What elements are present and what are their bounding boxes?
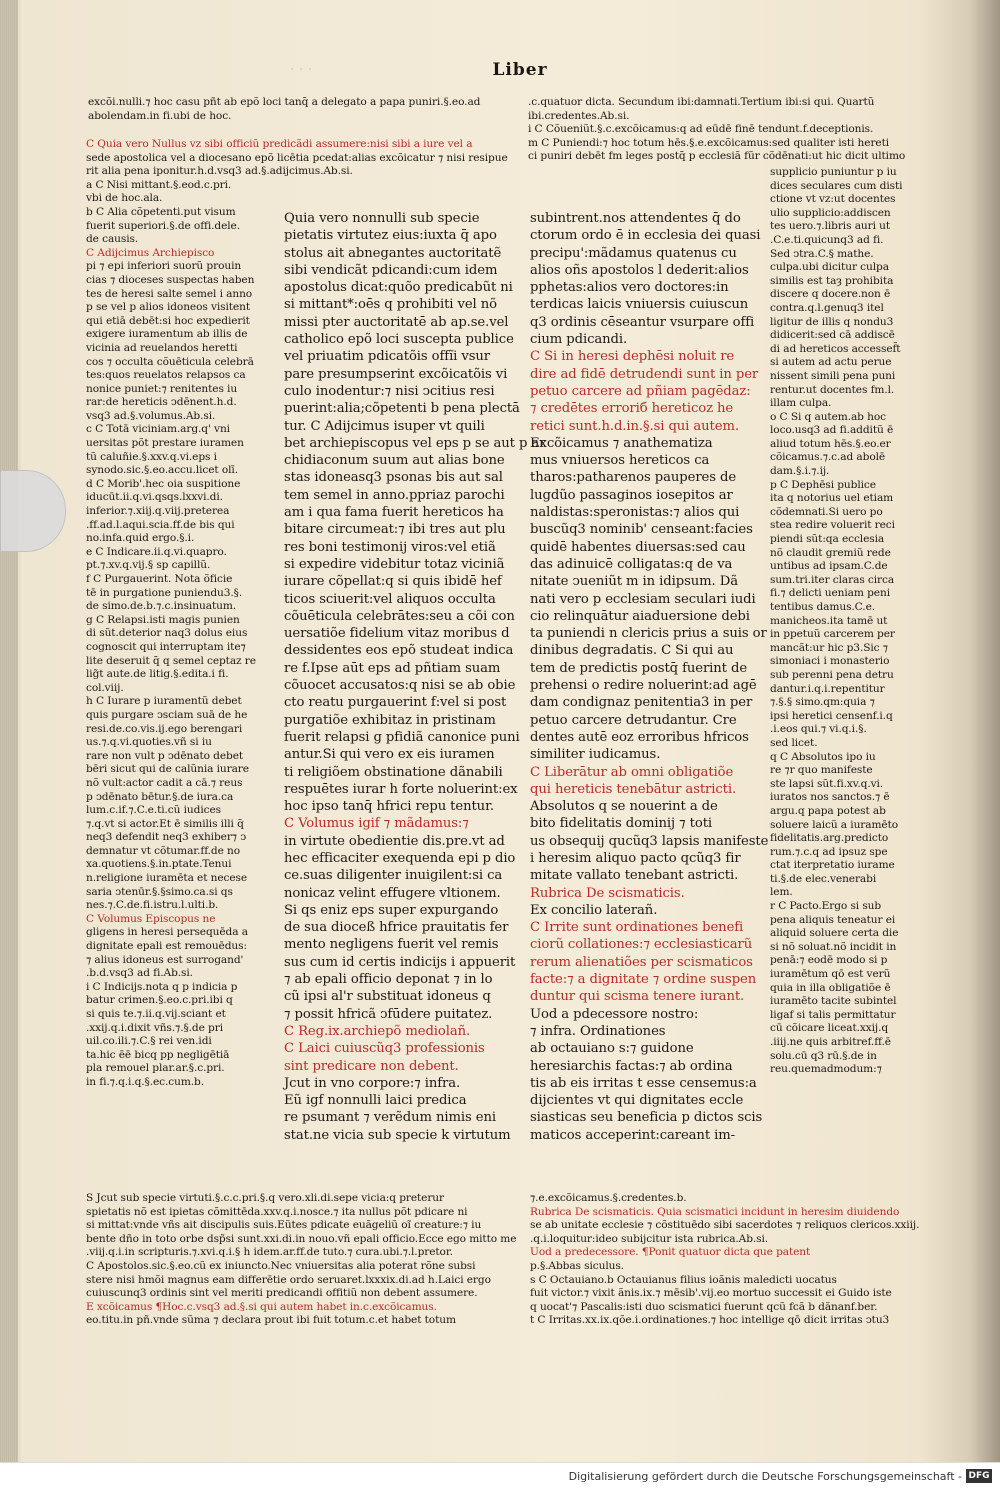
main-col2-line: nati vero p ecclesiam seculari iudi <box>530 591 756 607</box>
main-col1-line: bitare circumeat:⁊ ibi tres aut plu <box>284 522 506 538</box>
main-col1-line: tur. C Adijcimus isuper vt quili <box>284 418 485 434</box>
main-col1-line: sibi vendicãt pdicandi:cum idem <box>284 262 498 278</box>
gloss-left-top-line: excõi.nulli.⁊ hoc casu pñt ab epõ loci tanq̄ a delegato a papa puniri.§.eo.ad <box>88 96 481 108</box>
main-col2-line: heresiarchis factas:⁊ ab ordina <box>530 1058 733 1074</box>
gloss-left-line: a C Nisi mittant.§.eod.c.pri. <box>86 178 232 191</box>
main-col1-line: catholico epõ loci suscepta publice <box>284 332 514 348</box>
main-col2-line: tis ab eis irritas t esse censemus:a <box>530 1075 757 1091</box>
main-col1-line: ⁊ possit hfricã ↄfūdere puitatez. <box>284 1006 493 1022</box>
gloss-right-line: stea redire voluerit reci <box>770 519 895 532</box>
gloss-left-line: .b.d.vsq3 ad fi.Ab.si. <box>86 967 193 980</box>
gloss-right-line: didicerit:sed cā addiscē <box>770 329 895 342</box>
main-col2-line: bito fidelitatis dominij ⁊ toti <box>530 816 713 832</box>
gloss-left-line: C Adijcimus Archiepisco <box>86 246 215 259</box>
main-col2-line: buscũq3 nominib' censeant:facies <box>530 522 753 538</box>
main-col1-line: cõuocet accusatos:q nisi se ab obie <box>284 678 516 694</box>
gloss-right-top-line: ci puniri debēt fm leges postq̄ p ecclesiã fũr cõdēnati:ut hic dicit ultimo <box>528 150 906 163</box>
gloss-right-line: pena aliquis teneatur ei <box>770 913 896 926</box>
page-edge-stack <box>0 0 18 1462</box>
gloss-right-line: ti.§.de elec.venerabi <box>770 872 877 885</box>
main-col2-line: tem de predictis postq̄ fuerint de <box>530 660 748 676</box>
gloss-left-line: rar:de hereticis ↄdēnent.h.d. <box>86 396 237 409</box>
main-col2-line: petuo carcere detrudantur. Cre <box>530 712 737 728</box>
gloss-right-line: reu.quemadmodum:⁊ <box>770 1063 882 1076</box>
gloss-right-bottom-line: Uod a predecessore. ¶Ponit quatuor dicta que patent <box>530 1246 811 1259</box>
main-col2-line: dijcientes vt qui dignitates eccle <box>530 1093 744 1109</box>
gloss-left-line: C Volumus Episcopus ne <box>86 912 216 925</box>
main-col2-line: dinibus degradatis. C Si qui au <box>530 643 734 659</box>
gloss-right-top-line: ibi.credentes.Ab.si. <box>528 109 630 122</box>
gloss-right-line: similis est taȝ prohibita <box>770 274 894 287</box>
gloss-right-line: in ppetuũ carcerem per <box>770 628 895 641</box>
gloss-right-top-line: .c.quatuor dicta. Secundum ibi:damnati.Tertium ibi:si qui. Quartũ <box>528 96 875 108</box>
main-col1-line: in virtute obedientie dis.pre.vt ad <box>284 833 505 849</box>
main-col1-line: re f.Ipse aūt eps ad pñtiam suam <box>284 660 501 676</box>
main-col2-line: C Irrite sunt ordinationes benefi <box>530 920 744 936</box>
main-col2-line: duntur qui scisma tenere iurant. <box>530 989 745 1005</box>
main-col1-line: C Laici cuiuscũq3 professionis <box>284 1041 485 1057</box>
gloss-left-line: in fi.⁊.q.i.q.§.ec.cum.b. <box>86 1075 204 1088</box>
gloss-left-line: h C Iurare p iuramentũ debet <box>86 695 242 708</box>
gloss-right-bottom-line: .q.i.loquitur:ideo subijcitur ista rubrica.Ab.si. <box>530 1232 769 1245</box>
gloss-right-column <box>770 166 920 1186</box>
gloss-right-line: lem. <box>770 886 793 899</box>
main-col2-line: Excõicamus ⁊ anathematiza <box>530 435 713 451</box>
gloss-right-line: quia in illa obligatiõe ē <box>770 981 891 994</box>
main-col1-line: cõuēticula celebrātes:seu a cõi con <box>284 608 515 624</box>
main-col1-line: Si qs eniz eps super expurgando <box>284 902 499 918</box>
gloss-left-line: cognoscit qui interruptam ite⁊ <box>86 640 246 653</box>
main-col1-line: iurare cõpellat:q si quis ibidē hef <box>284 574 502 590</box>
main-col1-line: am i qua fama fuerit hereticos ha <box>284 505 504 521</box>
main-col1-line: culo inodentur:⁊ nisi ↄcitius resi <box>284 383 495 399</box>
gloss-right-line: sub perenni pena detru <box>770 668 894 681</box>
gloss-right-line: dam.§.i.⁊.ij. <box>770 465 830 478</box>
main-col1-line: respuētes iurar h forte noluerint:ex <box>284 781 518 797</box>
main-col1-line: stas idoneasq3 psonas bis aut sal <box>284 470 503 486</box>
gloss-left-line: vicinia ad reuelandos heretti <box>86 341 238 354</box>
main-col1-line: C Volumus igif ⁊ mãdamus:⁊ <box>284 816 469 832</box>
main-col1-line: de sua dioceß hfrice prauitatis fer <box>284 920 509 936</box>
gloss-right-line: tes uero.⁊.libris auri ut <box>770 220 891 233</box>
gloss-right-bottom-line: p.§.Abbas siculus. <box>530 1259 624 1272</box>
main-col2-line: rerum alienatiões per scismaticos <box>530 954 753 970</box>
gloss-right-line: iuramētum qō est verũ <box>770 968 891 981</box>
main-col1-line: sint predicare non debent. <box>284 1058 459 1074</box>
main-col1-line: apostolus dicat:quõo predicabũt ni <box>284 280 513 296</box>
main-col2-line: Absolutos q se nouerint a de <box>530 799 718 815</box>
main-col1-line: hec efficaciter exequenda epi p dio <box>284 850 516 866</box>
gloss-right-top-line: m C Puniendi:⁊ hoc totum hēs.§.e.excõicamus:sed qualiter isti hereti <box>528 136 890 149</box>
gloss-right-bottom-line: q uocat'⁊ Pascalis:isti duo scismatici fuerunt qcũ fcã b dãnanf.ber. <box>530 1300 878 1313</box>
gloss-right-line: ste lapsi sũt.fi.xv.q.vi. <box>770 777 884 790</box>
gloss-left-line: tes de heresi salte semel i anno <box>86 287 253 300</box>
gloss-left-line: quis purgare ↄsciam suā de he <box>86 708 248 721</box>
gloss-right-line: mancãt:ur hic p3.Sic ⁊ <box>770 641 888 654</box>
main-col2-line: naldistas:speronistas:⁊ alios qui <box>530 505 740 521</box>
gloss-left-line: de causis. <box>86 233 139 246</box>
gloss-left-line: nes.⁊.C.de.fi.istru.l.ulti.b. <box>86 899 219 912</box>
gloss-right-bottom-line: s C Octauiano.b Octauianus filius ioãnis maledicti uocatus <box>530 1273 837 1286</box>
gloss-left-line: neq3 defendit neq3 exhiber⁊ ↄ <box>86 831 247 844</box>
gloss-left-line: e C Indicare.ii.q.vi.quapro. <box>86 545 227 558</box>
gloss-left-line: saria ↄtenūr.§.§simo.ca.si qs <box>86 885 233 898</box>
gloss-left-bottom-line: stere nisi hmõi magnus eam differētie ordo seruaret.lxxxix.di.ad h.Laici ergo <box>86 1273 491 1286</box>
main-col2-line: dentes autē eoz erroribus hfricos <box>530 729 749 745</box>
gloss-left-line: inferior.⁊.xiij.q.viij.preterea <box>86 505 230 518</box>
gloss-left-line: nonice puniet:⁊ renitentes iu <box>86 382 238 395</box>
main-col1-line: dessidentes eos epõ studeat indica <box>284 643 514 659</box>
gloss-left-line: vsq3 ad.§.volumus.Ab.si. <box>86 409 216 422</box>
main-col1-line: C Reg.ix.archiepõ mediolañ. <box>284 1023 471 1039</box>
gloss-left-line: c C Totā viciniam.arg.q' vni <box>86 423 230 436</box>
gloss-right-line: ⁊.§.§ simo.qm:quia ⁊ <box>770 696 875 709</box>
gloss-left-bottom-line: bente dño in toto orbe dsp̃si sunt.xxi.di.in nouo.vñ epali officio.Ecce ego mitto me <box>86 1232 517 1245</box>
gloss-right-bottom-line: t C Irritas.xx.ix.qõe.i.ordinationes.⁊ hoc intellige qō dicit irritas ↄtu3 <box>530 1314 890 1327</box>
main-col2-line: alios oñs apostolos l dederit:alios <box>530 262 749 278</box>
gloss-right-line: ipsi heretici censenf.i.q <box>770 709 893 722</box>
gloss-left-line: vbi de hoc.ala. <box>86 192 163 205</box>
gloss-left-line: g C Relapsi.isti magis punien <box>86 613 240 626</box>
gloss-right-line: fi.⁊ delicti ueniam peni <box>770 587 890 600</box>
main-col2-line: Ex concilio laterañ. <box>530 902 658 918</box>
gloss-left-line: p se vel p alios idoneos visitent <box>86 301 250 314</box>
gloss-left-line: ⁊ alius idoneus est surrogand' <box>86 953 244 966</box>
main-col1-line: Jcut in vno corpore:⁊ infra. <box>284 1075 461 1091</box>
main-col1-line: ⁊ ab epali officio deponat ⁊ in lo <box>284 972 493 988</box>
gloss-left-line: iducūt.ii.q.vi.qsqs.lxxvi.di. <box>86 491 223 504</box>
main-col1-line: missi pter auctoritatē ab ap.se.vel <box>284 314 509 330</box>
gloss-left-bottom-line: cuiuscunq3 ordinis sint vel meriti predicandi offitiũ non debent assumere. <box>86 1287 478 1300</box>
gloss-left-line: i C Indicijs.nota q p indicia p <box>86 980 238 993</box>
digitization-footer <box>0 1462 1000 1490</box>
gloss-right-line: Sed ↄtra.C.§ mathe. <box>770 247 874 260</box>
main-col1-line: vel priuatim pdicatõis offĩi vsur <box>284 349 491 365</box>
main-col2-line: cio relinquātur aiaduersione debi <box>530 608 750 624</box>
main-col1-line: uersatiõe fidelium vitaz moribus d <box>284 626 510 642</box>
gloss-right-line: q C Absolutos ipo iu <box>770 750 876 763</box>
gloss-left-line: di sũt.deterior naq3 dolus eius <box>86 627 248 640</box>
gloss-right-line: tentibus damus.C.e. <box>770 601 876 613</box>
gloss-right-line: ligitur de illis q nondu3 <box>770 315 894 328</box>
main-col1-line: pare presumpserint excõicatõis vi <box>284 366 508 382</box>
gloss-left-line: ta.hic ēē bicq pp negligētiā <box>86 1048 230 1061</box>
gloss-left-bottom-line: eo.titu.in pñ.vnde sũma ⁊ declara prout ibi fuit totum.c.et habet totum <box>86 1314 456 1327</box>
main-col2-line: i heresim aliquo pacto qcũq3 fir <box>530 850 741 866</box>
main-col2-line: ab octauiano s:⁊ guidone <box>530 1041 694 1057</box>
main-col1-line: si mittant*:oēs q prohibiti vel nõ <box>284 297 497 313</box>
gloss-right-bottom <box>530 1192 930 1328</box>
gloss-left-line: resi.de.co.vis.ij.ego berengari <box>86 722 243 735</box>
gloss-left-line: us.⁊.q.vi.quoties.vñ si iu <box>86 736 212 749</box>
main-col1-line: purgatiõe exhibitaz in pristinam <box>284 712 496 728</box>
gloss-right-line: soluere laicũ a iuramēto <box>770 818 899 831</box>
gloss-right-line: nissent simili pena puni <box>770 369 896 382</box>
main-col2-line: us obsequij qucũq3 lapsis manifeste <box>530 833 769 849</box>
gloss-right-line: rentur.ut docentes fm.l. <box>770 383 895 396</box>
gloss-left-line: pla remouel plar.ar.§.c.pri. <box>86 1062 225 1075</box>
main-col2-line: facte:⁊ a dignitate ⁊ ordine suspen <box>530 972 757 988</box>
gloss-left-line: exigere iuramentum ab illis de <box>86 328 248 341</box>
gloss-left-line: n.religione iuramēta et necese <box>86 872 248 885</box>
gloss-right-line: simoniaci i monasterio <box>770 655 890 668</box>
gloss-left-bottom-line: si mittat:vnde vñs ait discipulis suis.Eũtes pdicate euãgeliũ oĩ creature:⁊ iu <box>86 1219 482 1232</box>
gloss-right-line: r C Pacto.Ergo si sub <box>770 900 882 913</box>
gloss-right-line: contra.q.l.genuq3 itel <box>770 301 884 314</box>
page-clip <box>0 470 66 552</box>
gloss-left-line: sede apostolica vel a diocesano epõ licētia pcedat:alias excõicatur ⁊ nisi resipue <box>86 151 508 164</box>
gloss-right-line: piendi sũt:qa ecclesia <box>770 533 885 546</box>
gloss-right-line: iuratos nos sanctos.⁊ ē <box>770 791 890 804</box>
gloss-left-line: batur crimen.§.eo.c.pri.ibi q <box>86 994 233 1007</box>
gloss-left-line: C Quia vero Nullus vz sibi officiũ predicãdi assumere:nisi sibi a iure vel a <box>86 138 473 150</box>
gloss-left-bottom-line: S Jcut sub specie virtuti.§.c.c.pri.§.q vero.xli.di.sepe vicia:q preterur <box>86 1192 444 1204</box>
main-col2-line: similiter iudicamus. <box>530 747 661 763</box>
gloss-left-top-line: abolendam.in fi.ubi de hoc. <box>88 109 232 122</box>
main-col2-line: ctorum ordo ē in ecclesia dei quasi <box>530 228 761 244</box>
gloss-right-line: illam culpa. <box>770 397 832 410</box>
main-col2-line: nitate ↄueniũt m in idipsum. Dã <box>530 574 738 590</box>
gloss-left-line: .ff.ad.l.aqui.scia.ff.de bis qui <box>86 518 235 531</box>
main-col1-line: re psumant ⁊ verẽdum nimis eni <box>284 1110 497 1126</box>
main-col2-line: ciorũ collationes:⁊ ecclesiasticarũ <box>530 937 753 953</box>
main-col2-line: Rubrica De scismaticis. <box>530 885 685 901</box>
running-title: Liber <box>492 60 548 80</box>
gloss-right-line: o C Si q autem.ab hoc <box>770 410 886 423</box>
gloss-right-line: si autem ad actu perue <box>770 356 892 369</box>
gloss-right-line: cõdemnati.Si uero po <box>770 505 883 518</box>
main-col1-line: cto reatu purgauerint f:vel si post <box>284 695 507 711</box>
gloss-right-top <box>528 96 928 164</box>
gloss-right-line: .C.e.ti.quicunq3 ad fi. <box>770 233 884 246</box>
gloss-right-line: untibus ad ipsam.C.de <box>770 560 888 573</box>
gloss-right-top-line: i C Cõueniũt.§.c.excõicamus:q ad eūdē finē tendunt.f.deceptionis. <box>528 123 874 136</box>
gloss-right-line: manicheos.ita tamē ut <box>770 614 888 627</box>
main-col2-line: maticos acceperint:careant im- <box>530 1127 735 1143</box>
main-col2-line: siasticas seu beneficia p dictos scis <box>530 1110 763 1126</box>
gloss-left-line: de simo.de.b.⁊.c.insinuatum. <box>86 600 237 613</box>
dfg-logo: DFG <box>966 1469 992 1483</box>
gloss-left-line: uil.co.ili.⁊.C.§ rei ven.idi <box>86 1035 212 1048</box>
gloss-left-line: .xxij.q.i.dixit vñs.⁊.§.de pri <box>86 1021 223 1034</box>
gloss-right-line: nõ claudit gremiũ rede <box>770 546 891 559</box>
main-col2-line: petuo carcere ad pñiam pagēdaz: <box>530 383 751 399</box>
gloss-left-line: pi ⁊ epi inferiori suorũ prouin <box>86 260 242 273</box>
gloss-left-line: ⁊.q.vt si actor.Et ē similis illi q̄ <box>86 817 244 830</box>
gloss-right-line: p C Dephēsi publice <box>770 478 876 491</box>
gloss-left-line: lum.c.if.⁊.C.e.ti.cũ iudices <box>86 804 221 817</box>
main-col1-line: nonicaz velint effugere vltionem. <box>284 885 501 901</box>
main-col1-line: ticos sciuerit:vel aliquos occulta <box>284 591 496 607</box>
gloss-left-line: xa.quotiens.§.in.ptate.Tenui <box>86 858 232 871</box>
gloss-right-line: supplicio puniuntur p iu <box>770 166 897 178</box>
main-col1-line: si expedire videbitur totaz viciniã <box>284 556 505 572</box>
gloss-left-line: dignitate epali est remouēdus: <box>86 940 247 953</box>
gloss-right-line: rum.⁊.c.q ad ipsuz spe <box>770 845 888 858</box>
main-col2-line: das adinuicē colligatas:q de va <box>530 556 733 572</box>
gloss-right-line: loco.usq3 ad fi.additũ ē <box>770 424 894 437</box>
gloss-right-line: .i.eos qui.⁊ vi.q.i.§. <box>770 723 867 736</box>
gloss-right-line: solu.cū q3 rū.§.de in <box>770 1049 877 1062</box>
gloss-right-line: fidelitatis.arg.predicto <box>770 832 889 845</box>
main-col1-line: bet archiepiscopus vel eps p se aut p ar <box>284 435 546 451</box>
gloss-left-bottom-line: .viij.q.i.in scripturis.⁊.xvi.q.i.§ h idem.ar.ff.de tuto.⁊ cura.ubi.⁊.l.pretor. <box>86 1246 453 1259</box>
gloss-left-line: qui etiā debēt:si hoc expedierit <box>86 314 250 327</box>
main-col1-line: res boni testimonij viros:vel etiã <box>284 539 496 555</box>
main-col2-line: tharos:patharenos pauperes de <box>530 470 737 486</box>
gloss-left-line: synodo.sic.§.eo.accu.licet olī. <box>86 464 238 477</box>
main-col2-line: prehensi o redire noluerint:ad agē <box>530 678 757 694</box>
gloss-right-bottom-line: fuit victor.⁊ vixit ãnis.ix.⁊ mēsib'.vij.eo mortuo successit ei Guido iste <box>530 1287 892 1300</box>
gloss-left-top <box>88 96 508 123</box>
gloss-right-line: .iiij.ne quis arbitref.ff.ē <box>770 1036 891 1048</box>
main-col1-line: ce.suas diligenter inuigilent:si ca <box>284 868 503 884</box>
main-col2-line: precipu':mãdamus quatenus cu <box>530 245 737 261</box>
gloss-left-line: gligens in heresi persequēda a <box>86 926 248 939</box>
main-col1-line: stolus ait abnegantes auctoritatẽ <box>284 245 502 261</box>
gloss-right-line: ulio supplicio:addiscen <box>770 206 891 219</box>
main-col1-line: hoc ipso tanq̄ hfrici repu tentur. <box>284 799 494 815</box>
bleed-through-text: · · · <box>290 62 313 78</box>
gloss-right-line: ita q notorius uel etiam <box>770 492 894 505</box>
gloss-left-line: cias ⁊ dioceses suspectas haben <box>86 273 255 286</box>
gloss-right-line: sum.tri.iter claras circa <box>770 573 895 586</box>
main-col1-line: pietatis virtutez eius:iuxta q̄ apo <box>284 228 497 244</box>
main-col2-line: qui hereticis tenebātur astricti. <box>530 781 737 797</box>
gloss-left-line: rare non vult p ↄdēnato debet <box>86 749 244 762</box>
main-col2-line: cium pdicandi. <box>530 332 628 348</box>
gloss-right-line: ctat iterpretatio iurame <box>770 859 895 872</box>
gloss-left-line: pt.⁊.xv.q.vij.§ sp capillũ. <box>86 559 211 572</box>
main-col1-line: Eũ igf nonnulli laici predica <box>284 1093 467 1109</box>
main-col1-line: mento negligens fuerit vel remis <box>284 937 499 953</box>
gloss-right-line: ctione vt vz:ut docentes <box>770 193 896 206</box>
main-col2-line: subintrent.nos attendentes q̄ do <box>530 211 741 226</box>
main-text-column-2 <box>530 210 768 1185</box>
gloss-left-line: uersitas põt prestare iuramen <box>86 437 244 450</box>
main-col1-line: ti religiõem obstinatione dãnabili <box>284 764 503 780</box>
gloss-left-bottom-line: C Apostolos.sic.§.eo.cũ ex iniuncto.Nec vniuersitas alia poterat rõne subsi <box>86 1259 476 1272</box>
gloss-right-line: penā:⁊ eodē modo si p <box>770 954 888 967</box>
gloss-left-line: lite deseruit q̄ q semel ceptaz re <box>86 654 256 667</box>
main-col2-line: terdicas laicis vniuersis cuiuscun <box>530 297 749 313</box>
gloss-left-bottom <box>86 1192 516 1328</box>
main-col2-line: q3 ordinis cēseantur vsurpare offi <box>530 314 755 330</box>
gloss-right-line: sed licet. <box>770 736 818 749</box>
main-col2-line: C Si in heresi dephēsi noluit re <box>530 349 735 365</box>
gloss-right-line: si nõ soluat.nõ incidit in <box>770 940 897 953</box>
gloss-left-bottom-line: spietatis nõ est ipietas cõmittēda.xxv.q.i.nosce.⁊ ita nullus põt pdicare ni <box>86 1205 468 1218</box>
gloss-right-line: culpa.ubi dicitur culpa <box>770 261 889 274</box>
gloss-left-line: no.infa.quid ergo.§.i. <box>86 532 195 545</box>
funding-notice: Digitalisierung gefördert durch die Deutsche Forschungsgemeinschaft - <box>568 1470 962 1483</box>
gloss-left-line: p ↄdēnato bētur.§.de iura.ca <box>86 790 234 803</box>
main-col1-line: sus cum id certis indicijs i appuerit <box>284 954 516 970</box>
main-col1-line: chidiaconum suum aut alias bone <box>284 453 505 469</box>
main-col1-line: antur.Si qui vero ex eis iuramen <box>284 747 495 763</box>
main-col2-line: mus vniuersos hereticos ca <box>530 453 710 469</box>
gloss-right-line: aliquid soluere certa die <box>770 927 899 940</box>
gloss-right-line: discere q docere.non ē <box>770 288 891 301</box>
gloss-left-line: d C Morib'.hec oia suspitione <box>86 477 241 490</box>
main-col2-line: C Liberātur ab omni obligatiõe <box>530 764 734 780</box>
main-col2-line: quidē habentes diuersas:sed cau <box>530 539 746 555</box>
main-col1-line: puerint:alia;cõpetenti b pena plectā <box>284 401 520 417</box>
main-col2-line: dire ad fidē detrudendi sunt in per <box>530 366 759 382</box>
main-col2-line: lugdũo passaginos iosepitos ar <box>530 487 733 503</box>
gloss-left-line: tes:quos reuelatos relapsos ca <box>86 369 246 382</box>
gloss-right-line: cū cõicare liceat.xxij.q <box>770 1022 889 1035</box>
gloss-left-line: tē in purgatione puniendu3.§. <box>86 586 243 599</box>
gloss-right-bottom-line: ⁊.e.excõicamus.§.credentes.b. <box>530 1192 687 1204</box>
main-col1-line: tem semel in anno.ppriaz parochi <box>284 487 505 503</box>
main-col2-line: Uod a pdecessore nostro: <box>530 1006 699 1022</box>
gloss-left-line: col.viij. <box>86 681 124 694</box>
gloss-right-line: aliud totum hēs.§.eo.er <box>770 437 891 450</box>
gloss-right-line: di ad hereticos accessef̃t <box>770 342 901 355</box>
main-col2-line: mitate vallato tenebant astricti. <box>530 868 739 884</box>
gloss-left-line: si quis te.⁊.ii.q.vij.sciant et <box>86 1008 226 1020</box>
gloss-left-line: rit alia pena iponitur.h.d.vsq3 ad.§.adijcimus.Ab.si. <box>86 165 353 178</box>
gloss-right-line: ligaf si talis permittatur <box>770 1008 896 1021</box>
main-col2-line: ⁊ infra. Ordinationes <box>530 1023 666 1039</box>
gloss-left-bottom-line: E xcõicamus ¶Hoc.c.vsq3 ad.§.si qui autem habet in.c.excõicamus. <box>86 1300 437 1313</box>
gloss-right-line: argu.q papa potest ab <box>770 804 886 817</box>
main-col1-line: fuerit relapsi g pfidiã canonice puni <box>284 729 520 745</box>
main-col2-line: pphetas:alios vero doctores:in <box>530 280 729 296</box>
main-col1-line: Quia vero nonnulli sub specie <box>284 211 480 226</box>
gloss-left-line: f C Purgauerint. Nota õficie <box>86 573 233 585</box>
main-col2-line: ⁊ credētes erroriб hereticoz he <box>530 401 734 417</box>
gloss-left-line: bēri sicut qui de calũnia iurare <box>86 763 249 776</box>
gloss-right-line: re ⁊r quo manifeste <box>770 764 873 777</box>
gloss-left-line: tũ caluñie.§.xxv.q.vi.eps i <box>86 450 217 463</box>
gloss-right-line: cõicamus.⁊.c.ad abolē <box>770 451 886 464</box>
gloss-left-line: fuerit superiori.§.de offi.dele. <box>86 219 240 232</box>
gloss-left-line: demnatur vt cõtumar.ff.de no <box>86 844 241 857</box>
gloss-left-line: b C Alia cõpetenti.put visum <box>86 205 236 218</box>
main-col2-line: ta puniendi n clericis prius a suis or <box>530 626 767 642</box>
gloss-right-line: iuramēto tacite subintel <box>770 995 897 1008</box>
gloss-left-line: nõ vult:actor cadit a cā.⁊ reus <box>86 776 243 789</box>
gloss-right-bottom-line: se ab unitate ecclesie ⁊ cõstituēdo sibi sacerdotes ⁊ reliquos clericos.xxiij. <box>530 1219 920 1232</box>
gloss-left-line: cos ⁊ occulta cõuēticula celebrā <box>86 355 254 368</box>
gloss-left-line: lig̃t aute.de litig.§.edita.i fi. <box>86 668 229 681</box>
main-text-column-1 <box>284 210 546 1185</box>
gloss-right-line: dantur.i.q.i.repentitur <box>770 682 885 695</box>
main-col2-line: dam condignaz penitentia3 in per <box>530 695 753 711</box>
main-col1-line: stat.ne vicia sub specie k virtutum <box>284 1127 511 1143</box>
main-col2-line: retici sunt.h.d.in.§.si qui autem. <box>530 418 739 434</box>
gloss-right-bottom-line: Rubrica De scismaticis. Quia scismatici incidunt in heresim diuidendo <box>530 1205 900 1218</box>
main-col1-line: cũ ipsi al'r substituat idoneus q <box>284 989 491 1005</box>
gloss-right-line: dices seculares cum disti <box>770 179 903 192</box>
